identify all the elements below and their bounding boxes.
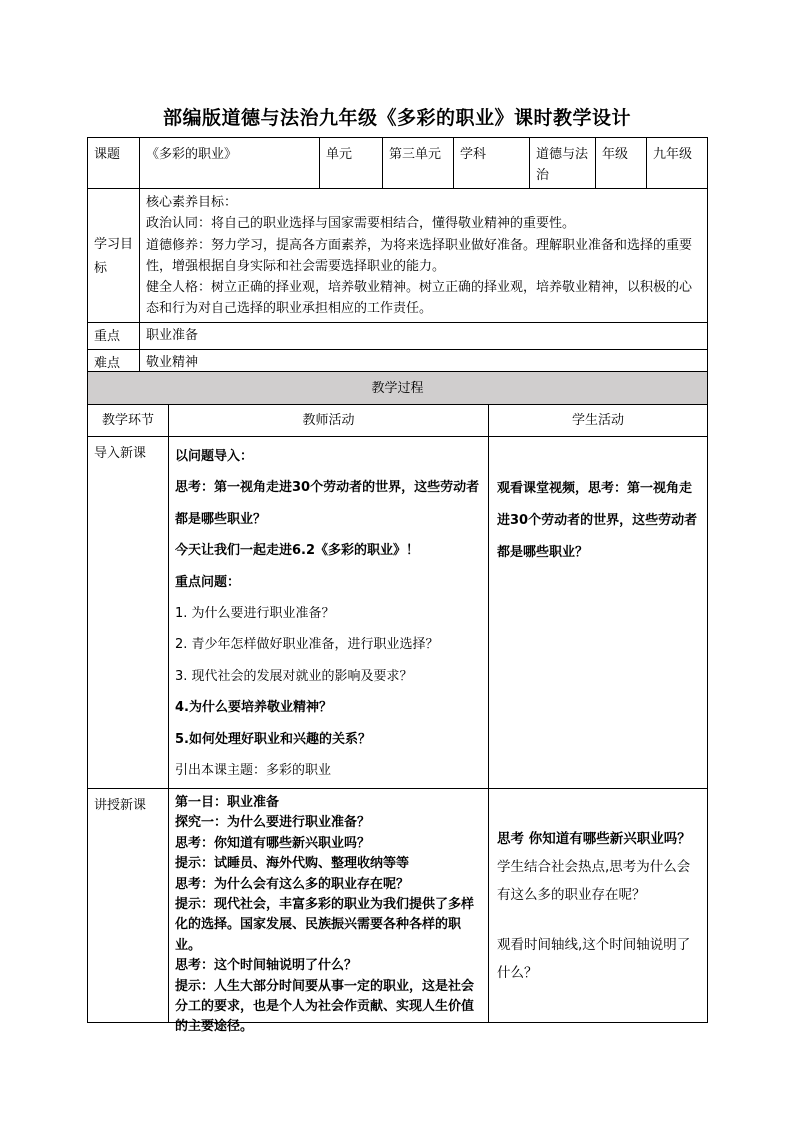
column-header-teacher: 教师活动	[169, 405, 489, 437]
student-line: 观看时间轴线,这个时间轴说明了什么？	[497, 937, 691, 981]
step-label: 讲授新课	[88, 789, 169, 1023]
student-activity	[489, 789, 708, 1023]
teacher-line: 4.为什么要培养敬业精神？	[175, 700, 332, 716]
step-label: 导入新课	[88, 437, 169, 789]
teacher-line: 第一目：职业准备	[175, 795, 280, 810]
column-header-student: 学生活动	[489, 405, 708, 437]
student-activity	[489, 437, 708, 789]
objectives-label: 学习目标	[88, 189, 140, 323]
keypoint-value: 职业准备	[140, 322, 708, 349]
student-line: 观看课堂视频，思考：第一视角走进30个劳动者的世界，这些劳动者都是哪些职业？	[497, 481, 698, 560]
student-line: 思考 你知道有哪些新兴职业吗？	[497, 831, 691, 847]
teacher-activity	[169, 789, 489, 1035]
lesson-info-table	[87, 137, 708, 377]
objective-line: 核心素养目标：	[146, 195, 238, 210]
teacher-line: 提示：现代社会，丰富多彩的职业为我们提供了多样化的选择。国家发展、民族振兴需要各种各样的职业。	[175, 897, 475, 953]
objectives-content	[140, 189, 708, 323]
teacher-line: 重点问题：	[175, 574, 241, 590]
student-line: 学生结合社会热点,思考为什么会有这么多的职业存在呢？	[497, 859, 691, 903]
objective-line: 政治认同：将自己的职业选择与国家需要相结合，懂得敬业精神的重要性。	[146, 216, 576, 232]
grade-value: 九年级	[647, 138, 708, 189]
lesson-value: 《多彩的职业》	[140, 138, 320, 189]
subject-label: 学科	[454, 138, 530, 189]
teacher-line: 3. 现代社会的发展对就业的影响及要求？	[175, 668, 413, 684]
teacher-line: 5.如何处理好职业和兴趣的关系？	[175, 731, 371, 747]
document-title: 部编版道德与法治九年级《多彩的职业》课时教学设计	[162, 107, 631, 129]
teacher-line: 探究一：为什么要进行职业准备？	[175, 815, 371, 831]
keypoint-label: 重点	[88, 322, 140, 349]
teacher-line: 思考：这个时间轴说明了什么？	[175, 958, 358, 974]
objective-line: 道德修养：努力学习，提高各方面素养，为将来选择职业做好准备。理解职业准备和选择的重要性，增强根据自身实际和社会需要选择职业的能力。	[146, 237, 693, 274]
teacher-activity	[169, 437, 489, 789]
teacher-line: 2. 青少年怎样做好职业准备，进行职业选择？	[175, 637, 439, 653]
column-header-step: 教学环节	[88, 405, 169, 437]
lesson-label: 课题	[88, 138, 140, 189]
teacher-line: 提示：人生大部分时间要从事一定的职业，这是社会分工的要求，也是个人为社会作贡献、实现人生价值的主要途径。	[175, 978, 475, 1035]
subject-value: 道德与法治	[530, 138, 596, 189]
difficulty-value: 敬业精神	[140, 349, 708, 376]
teacher-line: 思考：你知道有哪些新兴职业吗？	[175, 835, 371, 851]
teacher-line: 思考：第一视角走进30个劳动者的世界，这些劳动者都是哪些职业？	[175, 480, 480, 527]
objective-line: 健全人格：树立正确的择业观，培养敬业精神。树立正确的择业观，培养敬业精神，以积极的心态和行为对自己选择的职业承担相应的工作责任。	[146, 280, 693, 317]
teacher-line: 思考：为什么会有这么多的职业存在呢？	[175, 876, 410, 892]
unit-value: 第三单元	[383, 138, 454, 189]
unit-label: 单元	[320, 138, 383, 189]
teacher-line: 引出本课主题：多彩的职业	[175, 763, 332, 779]
grade-label: 年级	[596, 138, 647, 189]
teacher-line: 1. 为什么要进行职业准备？	[175, 606, 335, 622]
teacher-line: 今天让我们一起走进6.2《多彩的职业》！	[175, 543, 420, 559]
difficulty-label: 难点	[88, 349, 140, 376]
teacher-line: 提示：试睡员、海外代购、整理收纳等等	[175, 856, 410, 872]
teaching-process-table	[87, 371, 708, 1035]
section-title: 教学过程	[88, 372, 708, 405]
teacher-line: 以问题导入：	[175, 449, 254, 464]
